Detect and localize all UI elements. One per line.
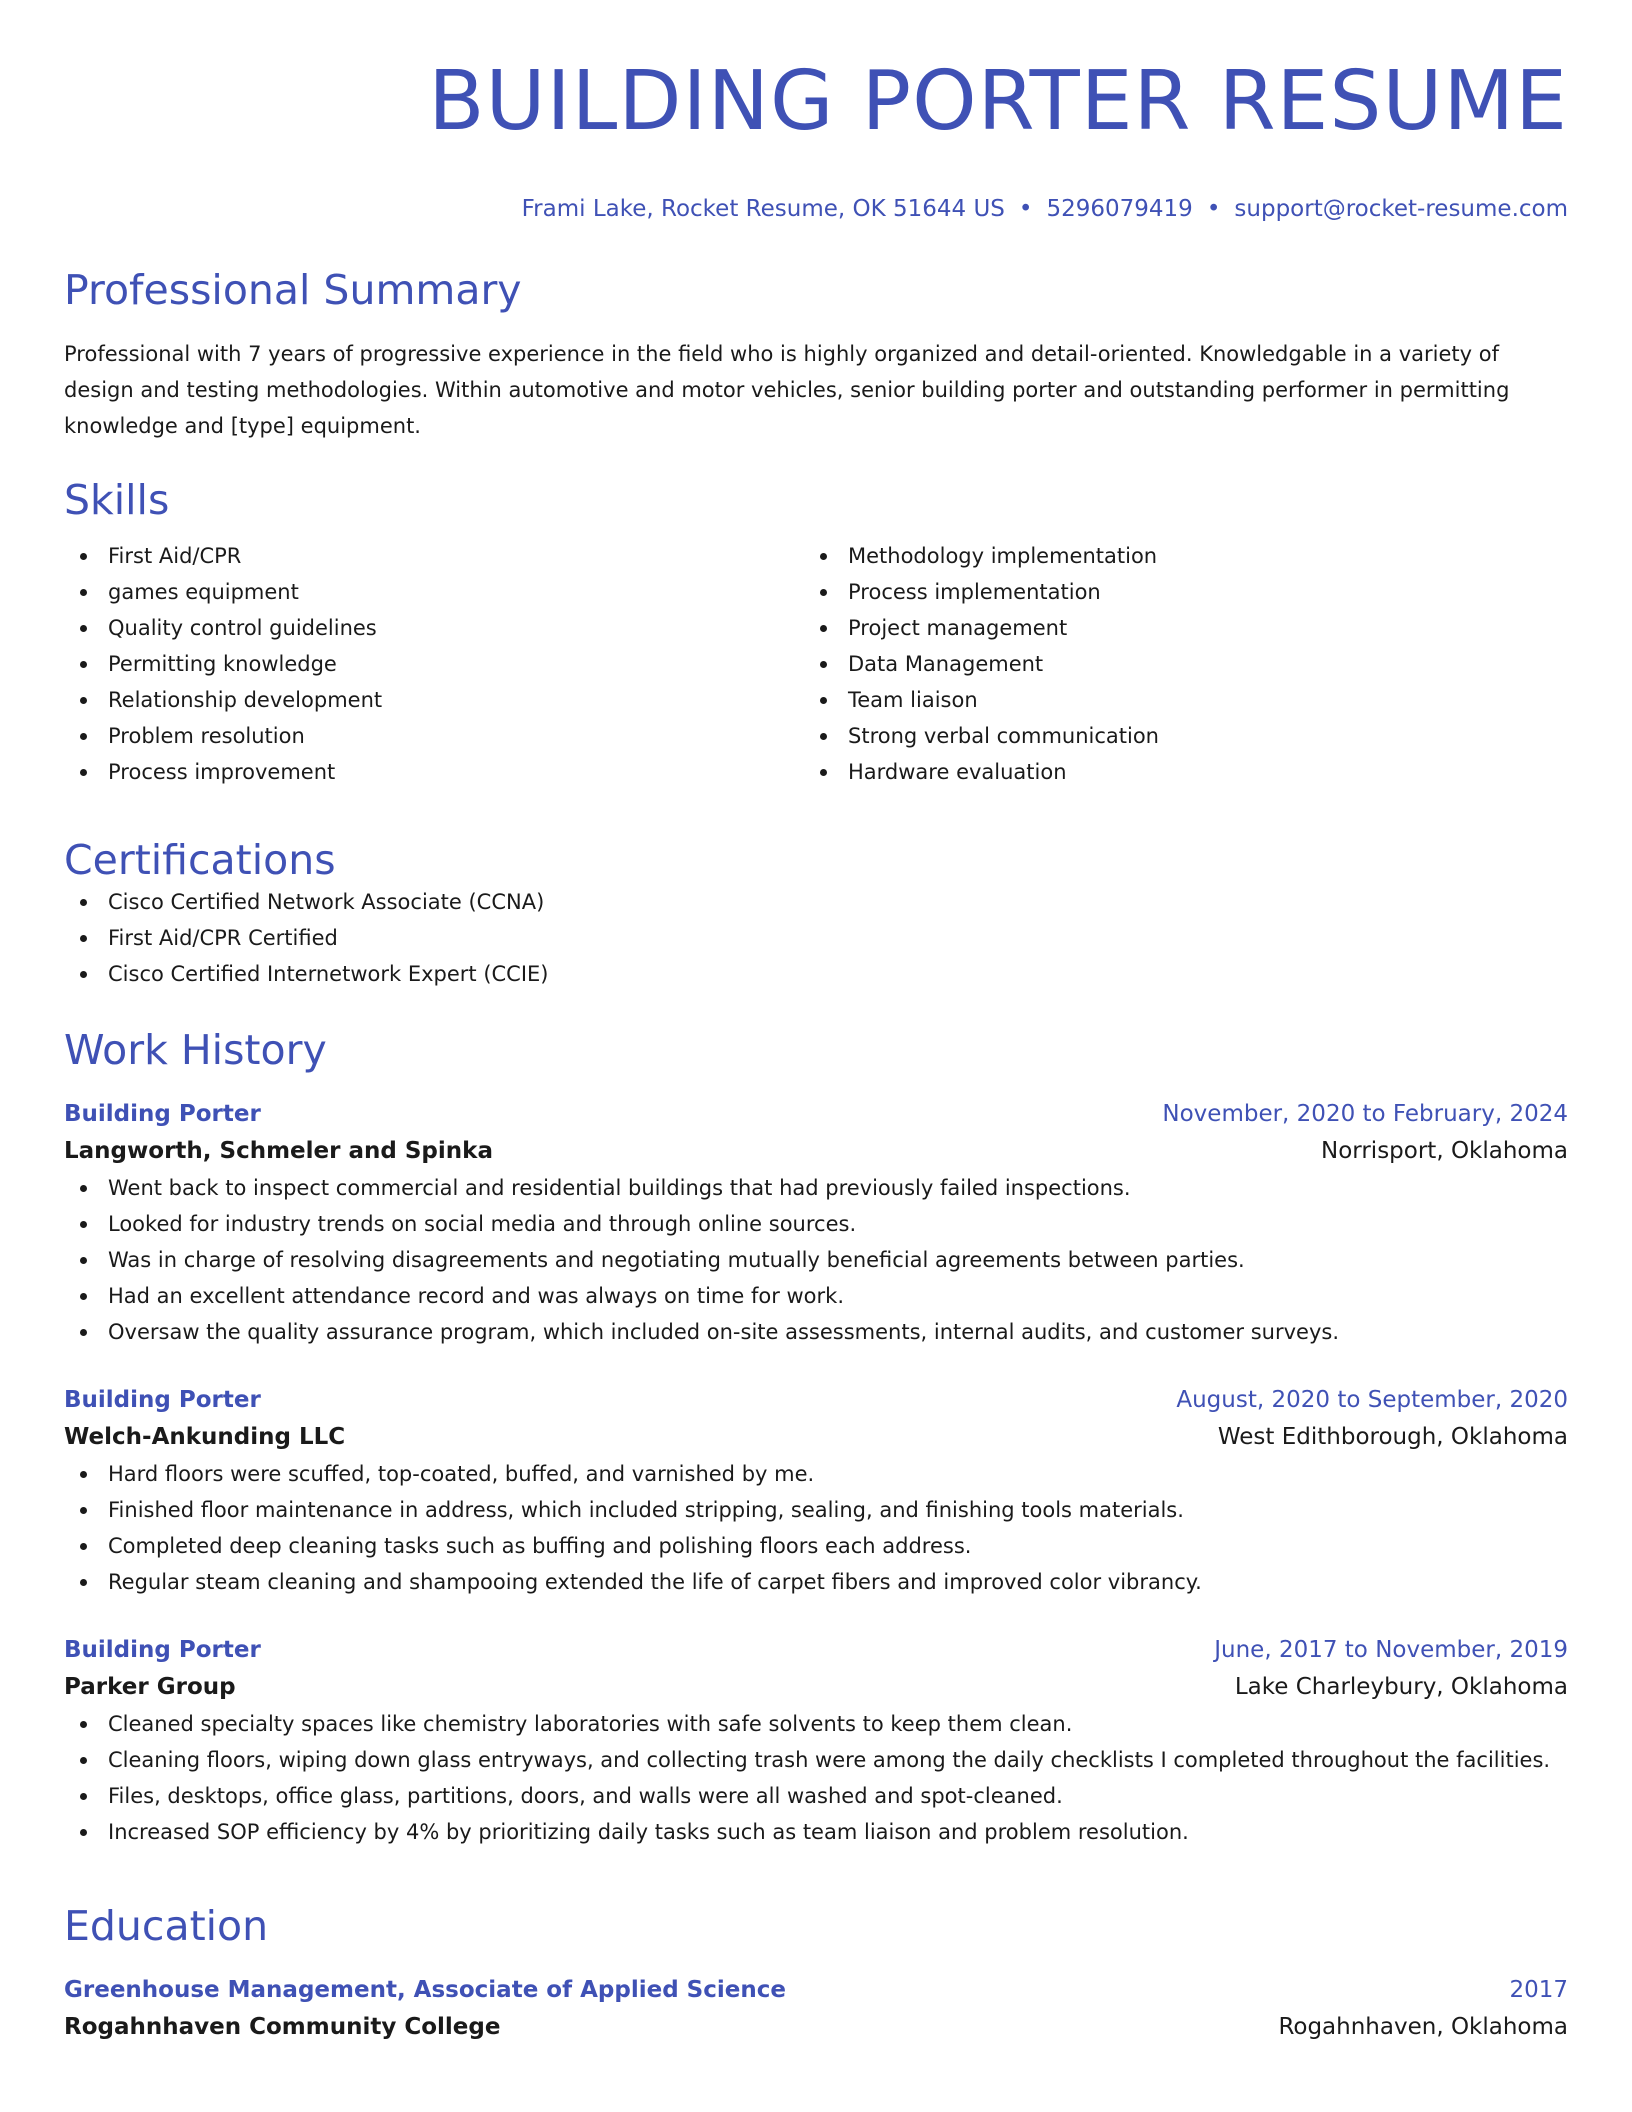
skill-item: Process implementation: [804, 574, 1544, 610]
skill-item: First Aid/CPR: [64, 538, 804, 574]
job-company: Welch-Ankunding LLC: [64, 1424, 346, 1450]
summary-heading: Professional Summary: [64, 266, 522, 314]
job-bullet: Cleaned specialty spaces like chemistry laboratories with safe solvents to keep them clean.: [64, 1706, 1568, 1742]
education-degree-row: [64, 1972, 1568, 2008]
job-company-row: [64, 1418, 1568, 1456]
skill-item: Problem resolution: [64, 718, 804, 754]
contact-separator: •: [1206, 196, 1221, 222]
job-title: Building Porter: [64, 1387, 261, 1413]
contact-phone: 5296079419: [1046, 196, 1193, 222]
education-school-row: [64, 2008, 1568, 2046]
job-company: Langworth, Schmeler and Spinka: [64, 1138, 493, 1164]
education-school: Rogahnhaven Community College: [64, 2014, 501, 2040]
skill-item: Project management: [804, 610, 1544, 646]
education-entry: [64, 1972, 1568, 2046]
skill-item: games equipment: [64, 574, 804, 610]
job-entry: [64, 1382, 1568, 1600]
skills-section: [64, 476, 1568, 790]
skill-item: Hardware evaluation: [804, 754, 1544, 790]
education-year: 2017: [1509, 1977, 1568, 2003]
job-bullet: Oversaw the quality assurance program, which included on-site assessments, internal audits, and customer surveys.: [64, 1314, 1568, 1350]
job-bullet: Regular steam cleaning and shampooing extended the life of carpet fibers and improved color vibrancy.: [64, 1564, 1568, 1600]
job-title-row: [64, 1382, 1568, 1418]
job-bullets: [64, 1170, 1568, 1350]
job-bullets: [64, 1706, 1568, 1850]
contact-separator: •: [1018, 196, 1033, 222]
skill-item: Team liaison: [804, 682, 1544, 718]
skill-item: Strong verbal communication: [804, 718, 1544, 754]
work-history-section: [64, 1026, 1568, 1850]
job-company: Parker Group: [64, 1674, 236, 1700]
contact-line: [64, 194, 1568, 224]
job-location: Norrisport, Oklahoma: [1321, 1138, 1568, 1164]
skill-item: Methodology implementation: [804, 538, 1544, 574]
job-bullets: [64, 1456, 1568, 1600]
certifications-heading: Certifications: [64, 836, 336, 884]
summary-section: [64, 266, 1568, 444]
skills-left-column: [64, 538, 804, 790]
education-section: [64, 1902, 1568, 2046]
job-bullet: Went back to inspect commercial and residential buildings that had previously failed inspections.: [64, 1170, 1568, 1206]
job-title-row: [64, 1632, 1568, 1668]
job-bullet: Finished floor maintenance in address, which included stripping, sealing, and finishing tools materials.: [64, 1492, 1568, 1528]
skill-item: Relationship development: [64, 682, 804, 718]
job-company-row: [64, 1668, 1568, 1706]
job-entry: [64, 1096, 1568, 1350]
education-location: Rogahnhaven, Oklahoma: [1278, 2014, 1568, 2040]
job-title: Building Porter: [64, 1637, 261, 1663]
job-title: Building Porter: [64, 1101, 261, 1127]
summary-text: Professional with 7 years of progressive experience in the field who is highly organized and detail-oriented. Knowledgable in a variety of design and testing methodologies. Within automotive and motor vehicles, senior building porter and outstanding performer in permitting knowledge and [type] equipment.: [64, 342, 1510, 438]
job-entry: [64, 1632, 1568, 1850]
job-company-row: [64, 1132, 1568, 1170]
job-dates: June, 2017 to November, 2019: [1214, 1637, 1568, 1663]
job-bullet: Cleaning floors, wiping down glass entryways, and collecting trash were among the daily checklists I completed throughout the facilities.: [64, 1742, 1568, 1778]
job-title-row: [64, 1096, 1568, 1132]
job-dates: August, 2020 to September, 2020: [1176, 1387, 1568, 1413]
skill-item: Quality control guidelines: [64, 610, 804, 646]
work-history-heading: Work History: [64, 1026, 327, 1074]
skill-item: Permitting knowledge: [64, 646, 804, 682]
skills-grid: [64, 538, 1568, 790]
job-dates: November, 2020 to February, 2024: [1162, 1101, 1568, 1127]
certifications-section: [64, 836, 1568, 992]
skills-right-column: [804, 538, 1544, 790]
job-location: Lake Charleybury, Oklahoma: [1234, 1674, 1568, 1700]
certification-item: Cisco Certified Network Associate (CCNA): [64, 884, 1568, 920]
job-bullet: Was in charge of resolving disagreements and negotiating mutually beneficial agreements between parties.: [64, 1242, 1568, 1278]
skill-item: Data Management: [804, 646, 1544, 682]
job-bullet: Hard floors were scuffed, top-coated, buffed, and varnished by me.: [64, 1456, 1568, 1492]
job-bullet: Files, desktops, office glass, partitions, doors, and walls were all washed and spot-cleaned.: [64, 1778, 1568, 1814]
certification-item: Cisco Certified Internetwork Expert (CCIE): [64, 956, 1568, 992]
contact-address: Frami Lake, Rocket Resume, OK 51644 US: [521, 196, 1005, 222]
contact-email[interactable]: support@rocket-resume.com: [1234, 196, 1568, 222]
certification-item: First Aid/CPR Certified: [64, 920, 1568, 956]
resume-title: BUILDING PORTER RESUME: [428, 54, 1568, 149]
certifications-list: [64, 884, 1568, 992]
job-bullet: Increased SOP efficiency by 4% by prioritizing daily tasks such as team liaison and problem resolution.: [64, 1814, 1568, 1850]
job-bullet: Looked for industry trends on social media and through online sources.: [64, 1206, 1568, 1242]
job-bullet: Had an excellent attendance record and was always on time for work.: [64, 1278, 1568, 1314]
job-bullet: Completed deep cleaning tasks such as buffing and polishing floors each address.: [64, 1528, 1568, 1564]
skill-item: Process improvement: [64, 754, 804, 790]
education-heading: Education: [64, 1902, 269, 1950]
skills-heading: Skills: [64, 476, 170, 524]
job-location: West Edithborough, Oklahoma: [1217, 1424, 1568, 1450]
education-degree: Greenhouse Management, Associate of Applied Science: [64, 1977, 786, 2003]
